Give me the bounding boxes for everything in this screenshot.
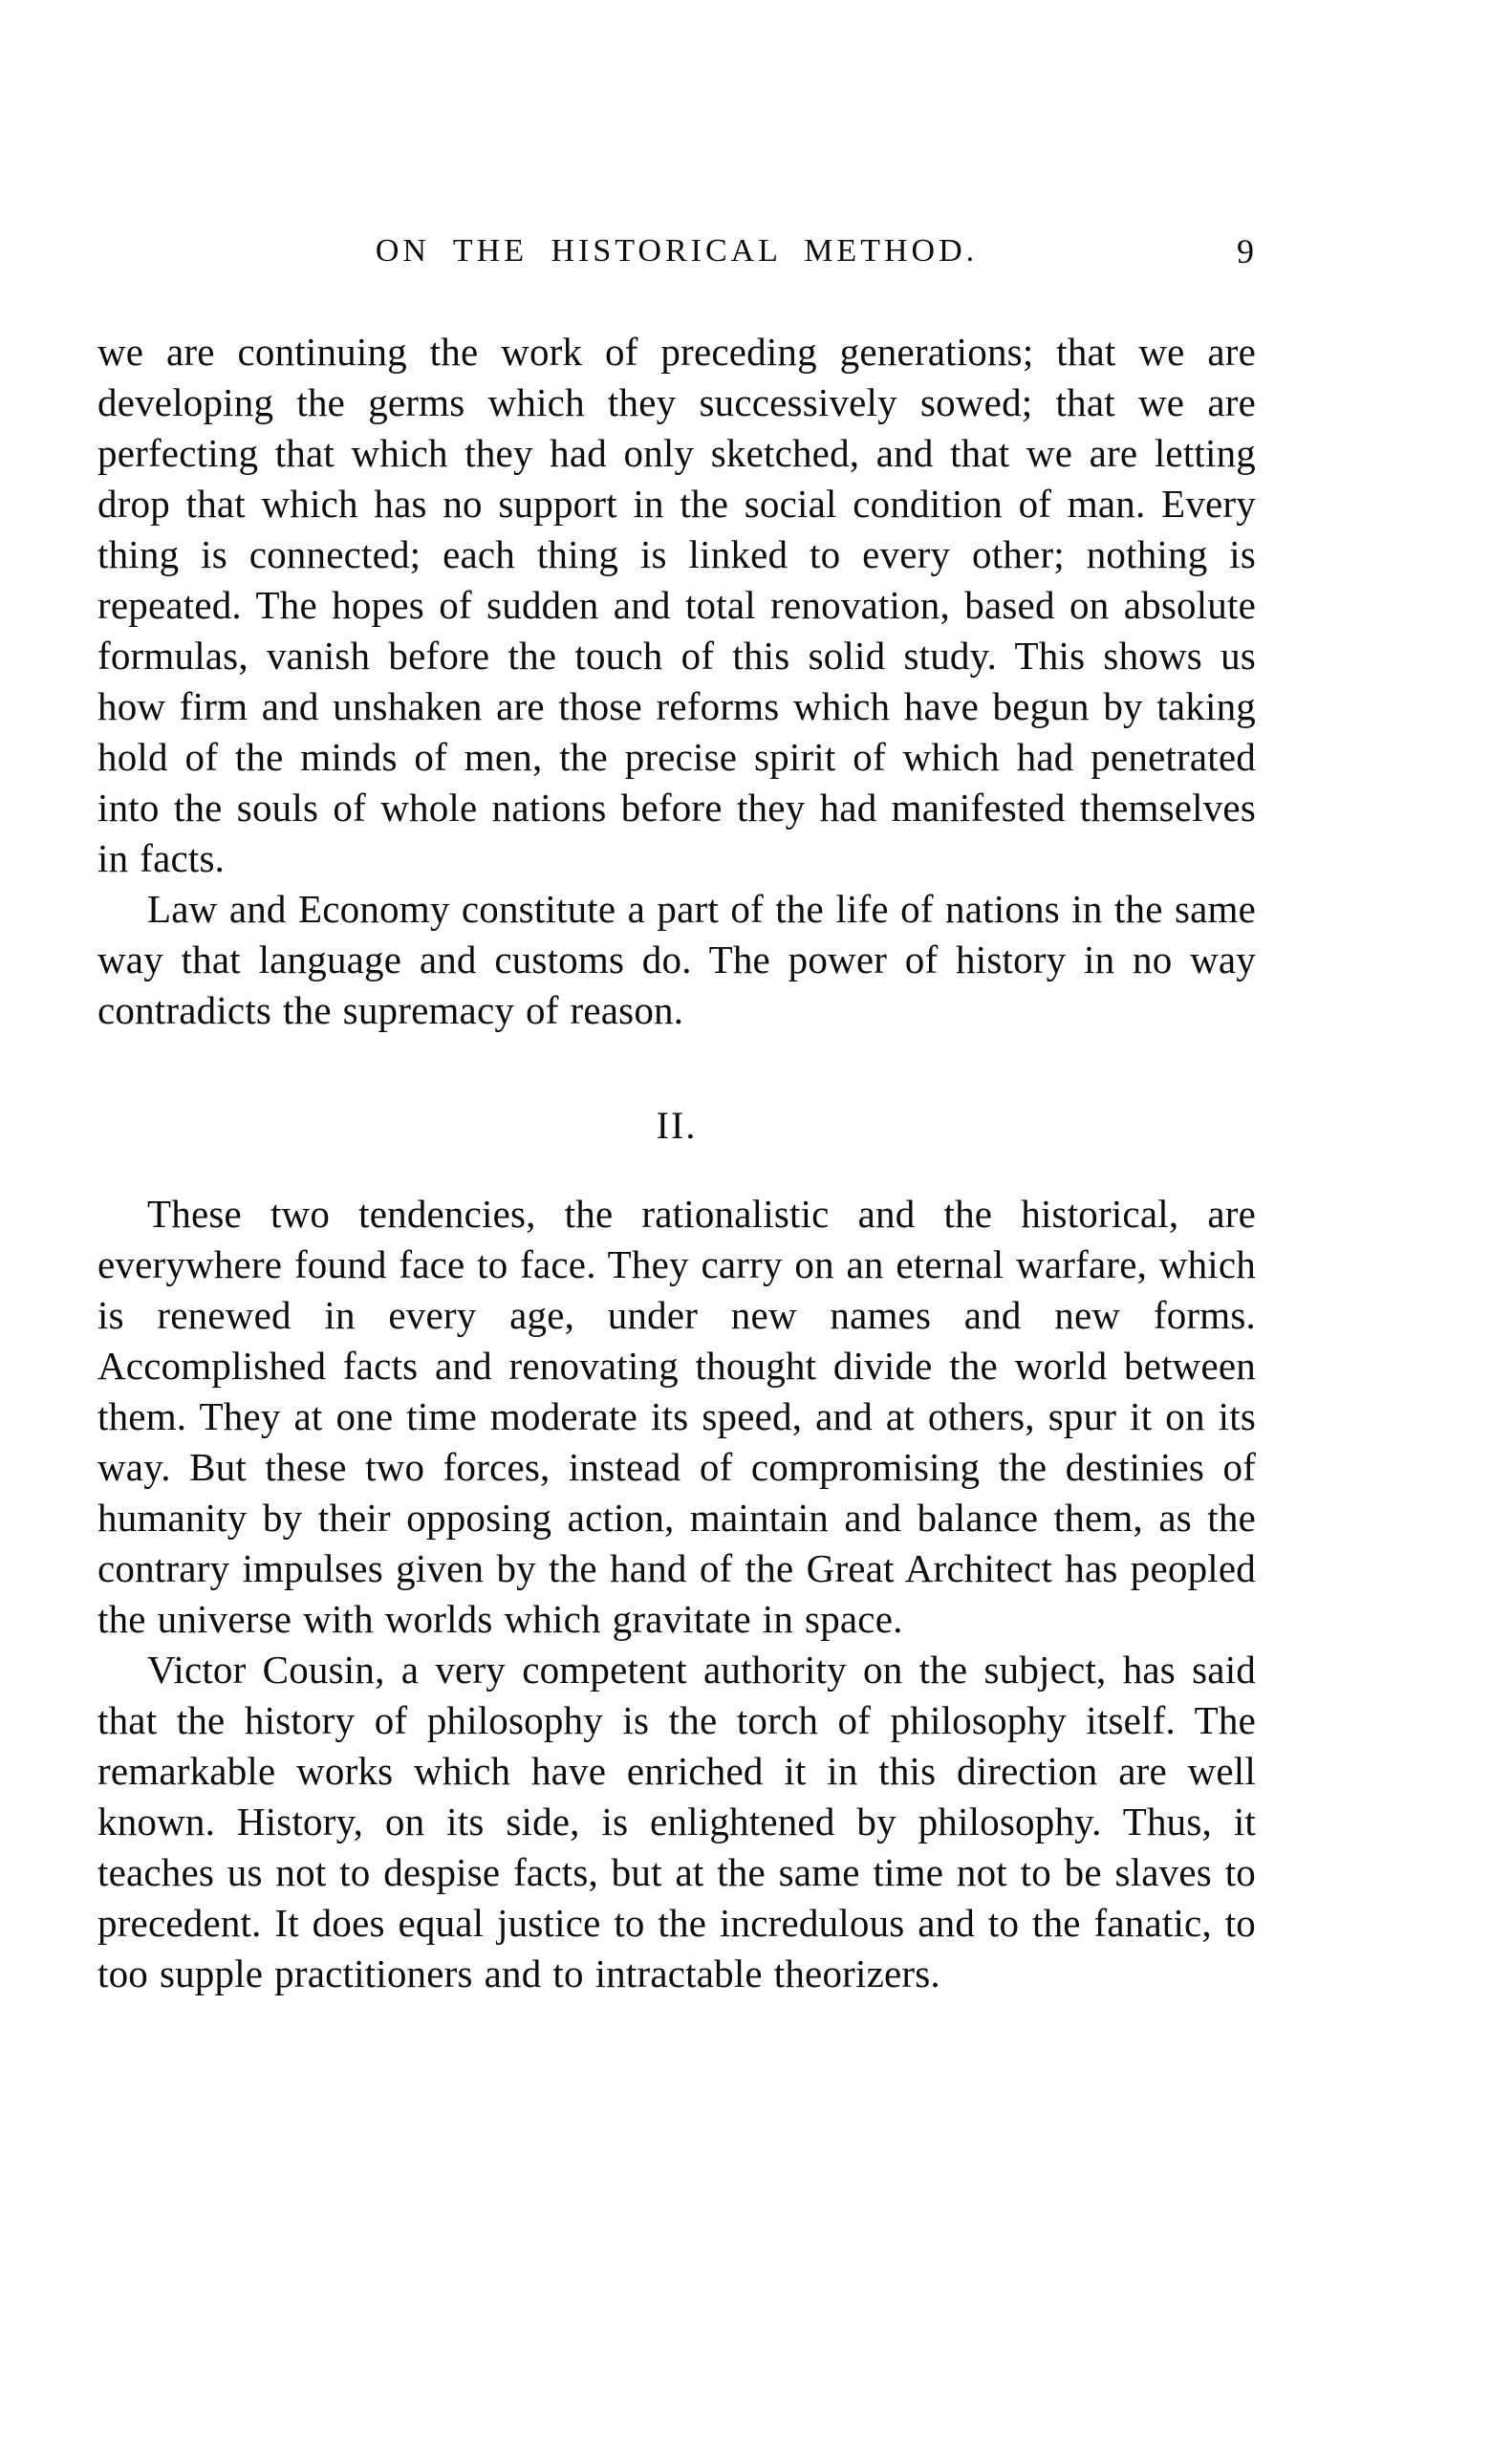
running-title: ON THE HISTORICAL METHOD. bbox=[375, 233, 979, 269]
text-column bbox=[97, 231, 1256, 1999]
page-number: 9 bbox=[1237, 232, 1254, 270]
paragraph: Victor Cousin, a very competent authority on the subject, has said that the history of philosophy is the torch of philosophy itself. The remarkable works which have enriched it in this direction are well known. History, on its side, is enlightened by philosophy. Thus, it teaches us not to despise facts, but at the same time not to be slaves to precedent. It does equal justice to the incredulous and to the fanatic, to too supple practitioners and to intractable theorizers. bbox=[97, 1648, 1256, 1995]
paragraph-continuation: we are continuing the work of preceding generations; that we are developing the germs which they successively sowed; that we are perfecting that which they had only sketched, and that we are letting drop that which has no support in the social condition of man. Every thing is connected; each thing is linked to every other; nothing is repeated. The hopes of sudden and total renovation, based on absolute formulas, vanish before the touch of this solid study. This shows us how firm and unshaken are those reforms which have begun by taking hold of the minds of men, the precise spirit of which had penetrated into the souls of whole nations before they had manifested themselves in facts. bbox=[97, 330, 1256, 880]
section-heading: II. bbox=[656, 1104, 698, 1147]
running-head bbox=[97, 231, 1256, 271]
page-body bbox=[97, 327, 1256, 1999]
paragraph: These two tendencies, the rationalistic and the historical, are everywhere found face to face. They carry on an eternal warfare, which is renewed in every age, under new names and new forms. Accomplished facts and renovating thought divide the world between them. They at one time moderate its speed, and at others, spur it on its way. But these two forces, instead of compromising the destinies of humanity by their opposing action, maintain and balance them, as the contrary impulses given by the hand of the Great Architect has peopled the universe with worlds which gravitate in space. bbox=[97, 1192, 1256, 1641]
paragraph: Law and Economy constitute a part of the life of nations in the same way that language and customs do. The power of history in no way contradicts the supremacy of reason. bbox=[97, 887, 1256, 1032]
